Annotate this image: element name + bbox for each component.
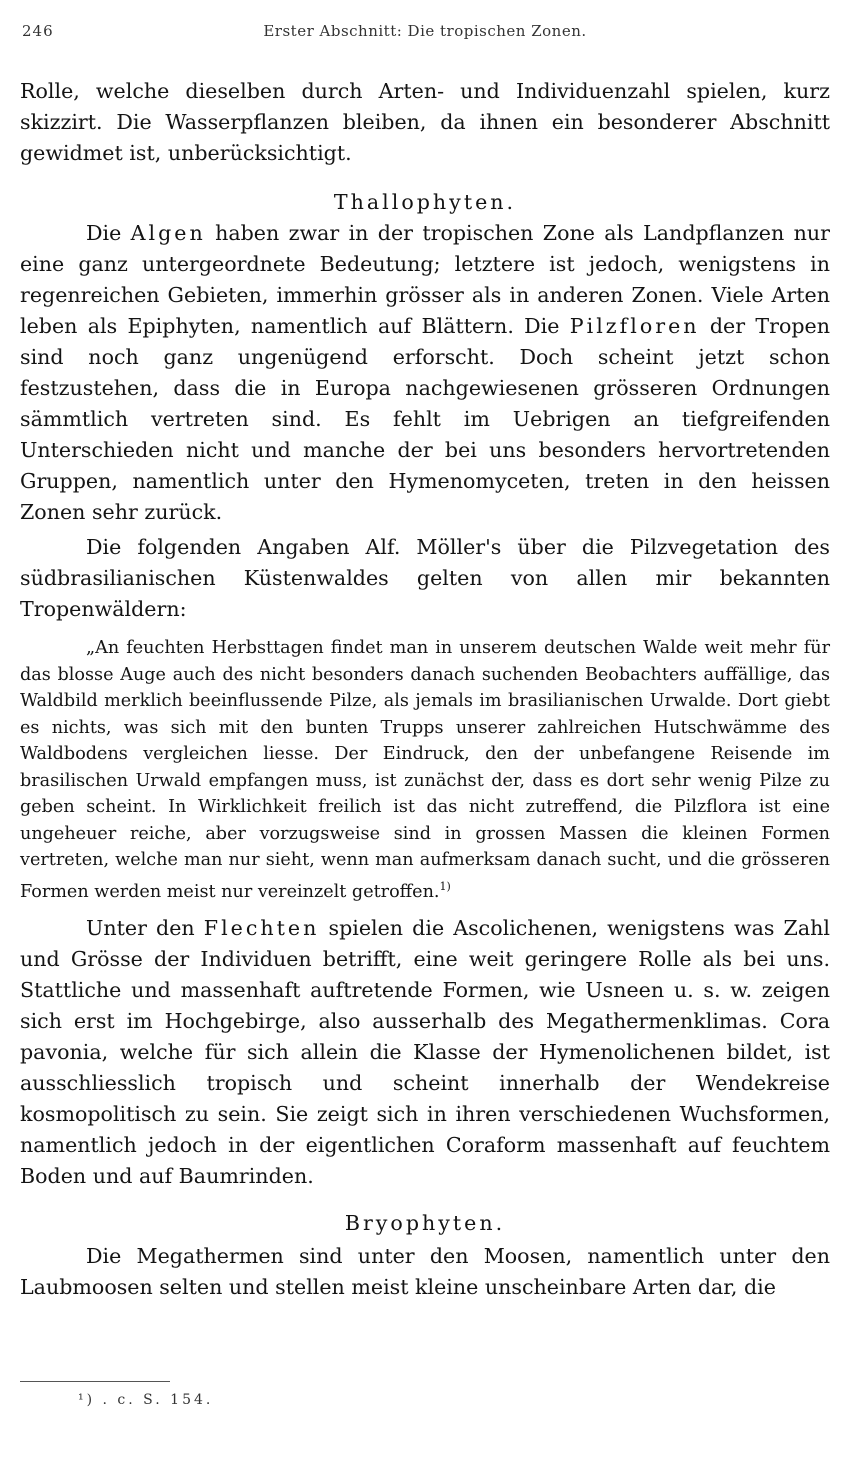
footnote-marker: 1) bbox=[439, 879, 451, 893]
section-heading-thallophyten: Thallophyten. bbox=[333, 190, 517, 214]
text-run: der Tropen sind noch ganz ungenügend erforscht. Doch scheint jetzt schon festzustehen, dass die in Europa nachgewiesenen grösseren Ordnungen sämmtlich vertreten sind. Es fehlt im Uebrigen an tiefgreifenden Unterschieden nicht und manche der bei uns besonders hervortretenden Gruppen, namentlich unter den Hymenomyceten, treten in den heissen Zonen sehr zurück. bbox=[20, 314, 831, 524]
paragraph-moeller-intro: Die folgenden Angaben Alf. Möller's über die Pilzvegetation des südbrasilianischen Küstenwaldes gelten von allen mir bekannten Tropenwäldern: bbox=[20, 535, 830, 621]
block-quote bbox=[20, 635, 830, 905]
section-heading-bryophyten: Bryophyten. bbox=[344, 1210, 506, 1235]
paragraph-algen bbox=[20, 218, 830, 528]
text-run: Die bbox=[86, 221, 131, 245]
spaced-term-flechten: Flechten bbox=[203, 915, 320, 940]
paragraph-continuation: Rolle, welche dieselben durch Arten- und Individuenzahl spielen, kurz skizzirt. Die Wasserpflanzen bleiben, da ihnen ein besonderer Abschnitt gewidmet ist, unberücksichtigt. bbox=[20, 79, 830, 165]
quote-text: „An feuchten Herbsttagen findet man in unserem deutschen Walde weit mehr für das blosse Auge auch des nicht besonders danach suchenden Beobachters auffällige, das Waldbild merklich beeinflussende Pilze, als jemals im brasilianischen Urwalde. Dort giebt es nichts, was sich mit den bunten Trupps unserer zahlreichen Hutschwämme des Waldbodens vergleichen liesse. Der Eindruck, den der unbefangene Reisende im brasilischen Urwald empfangen muss, ist zunächst der, dass es dort sehr wenig Pilze zu geben scheint. In Wirklichkeit freilich ist das nicht zutreffend, die Pilzflora ist eine ungeheuer reiche, aber vorzugsweise sind in grossen Massen die kleinen Formen vertreten, welche man nur sieht, wenn man aufmerksam danach sucht, und die grösseren Formen werden meist nur vereinzelt getroffen. bbox=[20, 638, 830, 902]
spaced-term-algen: Algen bbox=[130, 221, 206, 245]
paragraph-flechten bbox=[20, 913, 830, 1192]
running-title: Erster Abschnitt: Die tropischen Zonen. bbox=[263, 22, 587, 40]
paragraph-megathermen: Die Megathermen sind unter den Moosen, namentlich unter den Laubmoosen selten und stellen meist kleine unscheinbare Arten dar, die bbox=[20, 1243, 830, 1299]
spaced-term-pilzfloren: Pilzfloren bbox=[569, 314, 700, 338]
footnote-divider bbox=[20, 1381, 170, 1382]
text-run: Unter den bbox=[86, 915, 204, 940]
footnote: ¹) . c. S. 154. bbox=[78, 1392, 214, 1408]
text-run: haben zwar in der tropischen Zone als Landpflanzen nur eine ganz untergeordnete Bedeutung; letztere ist jedoch, wenigstens in regenreichen Gebieten, immerhin grösser als in anderen Zonen. Viele Arten leben als Epiphyten, namentlich auf Blättern. Die bbox=[20, 221, 830, 338]
text-run: spielen die Ascolichenen, wenigstens was Zahl und Grösse der Individuen betrifft, eine weit geringere Rolle als bei uns. Stattliche und massenhaft auftretende Formen, wie Usneen u. s. w. zeigen sich erst im Hochgebirge, also ausserhalb des Megathermenklimas. Cora pavonia, welche für sich allein die Klasse der Hymenolichenen bildet, ist ausschliesslich tropisch und scheint innerhalb der Wendekreise kosmopolitisch zu sein. Sie zeigt sich in ihren verschiedenen Wuchsformen, namentlich jedoch in der eigentlichen Coraform massenhaft auf feuchtem Boden und auf Baumrinden. bbox=[20, 915, 830, 1188]
page-number: 246 bbox=[22, 22, 54, 40]
body-text bbox=[20, 76, 830, 1303]
page-header bbox=[22, 22, 828, 48]
